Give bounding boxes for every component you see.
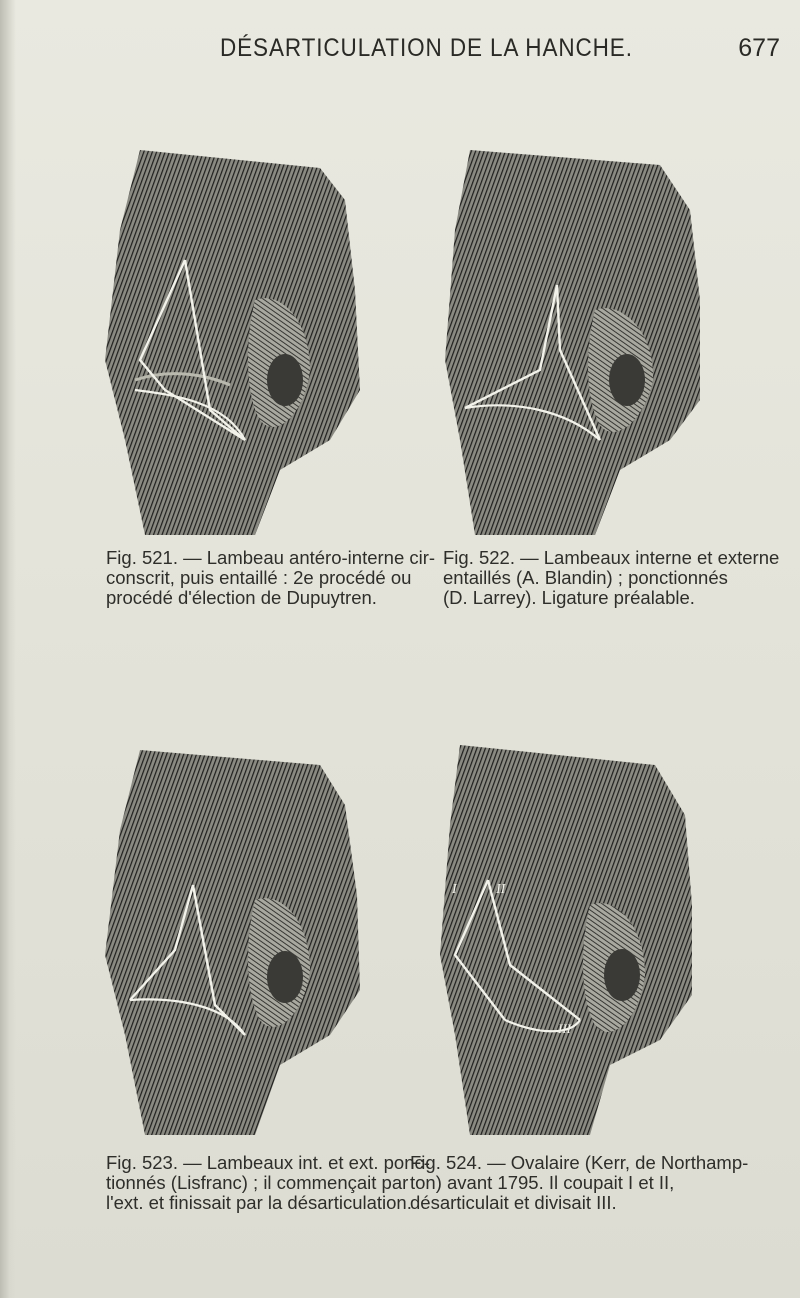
caption-fig-524 bbox=[410, 1152, 749, 1213]
pelvis-engraving-icon bbox=[430, 735, 700, 1135]
caption-line: tionnés (Lisfranc) ; il commençait par bbox=[106, 1172, 409, 1193]
figure-521 bbox=[105, 140, 370, 535]
running-title: DÉSARTICULATION DE LA HANCHE. bbox=[220, 34, 633, 62]
running-header bbox=[0, 34, 800, 64]
caption-line: entaillés (A. Blandin) ; ponctionnés bbox=[443, 567, 728, 588]
caption-line: Fig. 521. — Lambeau antéro-interne cir- bbox=[106, 547, 436, 568]
caption-line: Fig. 524. — Ovalaire (Kerr, de Northamp- bbox=[410, 1152, 749, 1173]
figure-522 bbox=[445, 140, 710, 535]
caption-line: procédé d'élection de Dupuytren. bbox=[106, 587, 377, 608]
page-number: 677 bbox=[738, 34, 780, 62]
page-edge-shadow bbox=[0, 0, 16, 1298]
incision-label-ii: II bbox=[496, 882, 506, 897]
caption-line: Fig. 523. — Lambeaux int. et ext. ponc- bbox=[106, 1152, 430, 1173]
caption-line: (D. Larrey). Ligature préalable. bbox=[443, 587, 695, 608]
caption-line: l'ext. et finissait par la désarticulation. bbox=[106, 1192, 412, 1213]
pelvis-engraving-icon bbox=[105, 735, 370, 1135]
caption-line: ton) avant 1795. Il coupait I et II, bbox=[410, 1172, 675, 1193]
incision-label-iii: III bbox=[558, 1021, 571, 1036]
caption-line: Fig. 522. — Lambeaux interne et externe bbox=[443, 547, 780, 568]
pelvis-engraving-icon bbox=[105, 140, 370, 535]
caption-fig-521 bbox=[106, 547, 436, 608]
caption-fig-522 bbox=[443, 547, 780, 608]
caption-line: conscrit, puis entaillé : 2e procédé ou bbox=[106, 567, 412, 588]
figure-523 bbox=[105, 735, 370, 1135]
caption-line: désarticulait et divisait III. bbox=[410, 1192, 617, 1213]
caption-fig-523 bbox=[106, 1152, 430, 1213]
incision-label-i: I bbox=[452, 882, 457, 897]
pelvis-engraving-icon bbox=[445, 140, 710, 535]
figure-524 bbox=[430, 735, 700, 1135]
